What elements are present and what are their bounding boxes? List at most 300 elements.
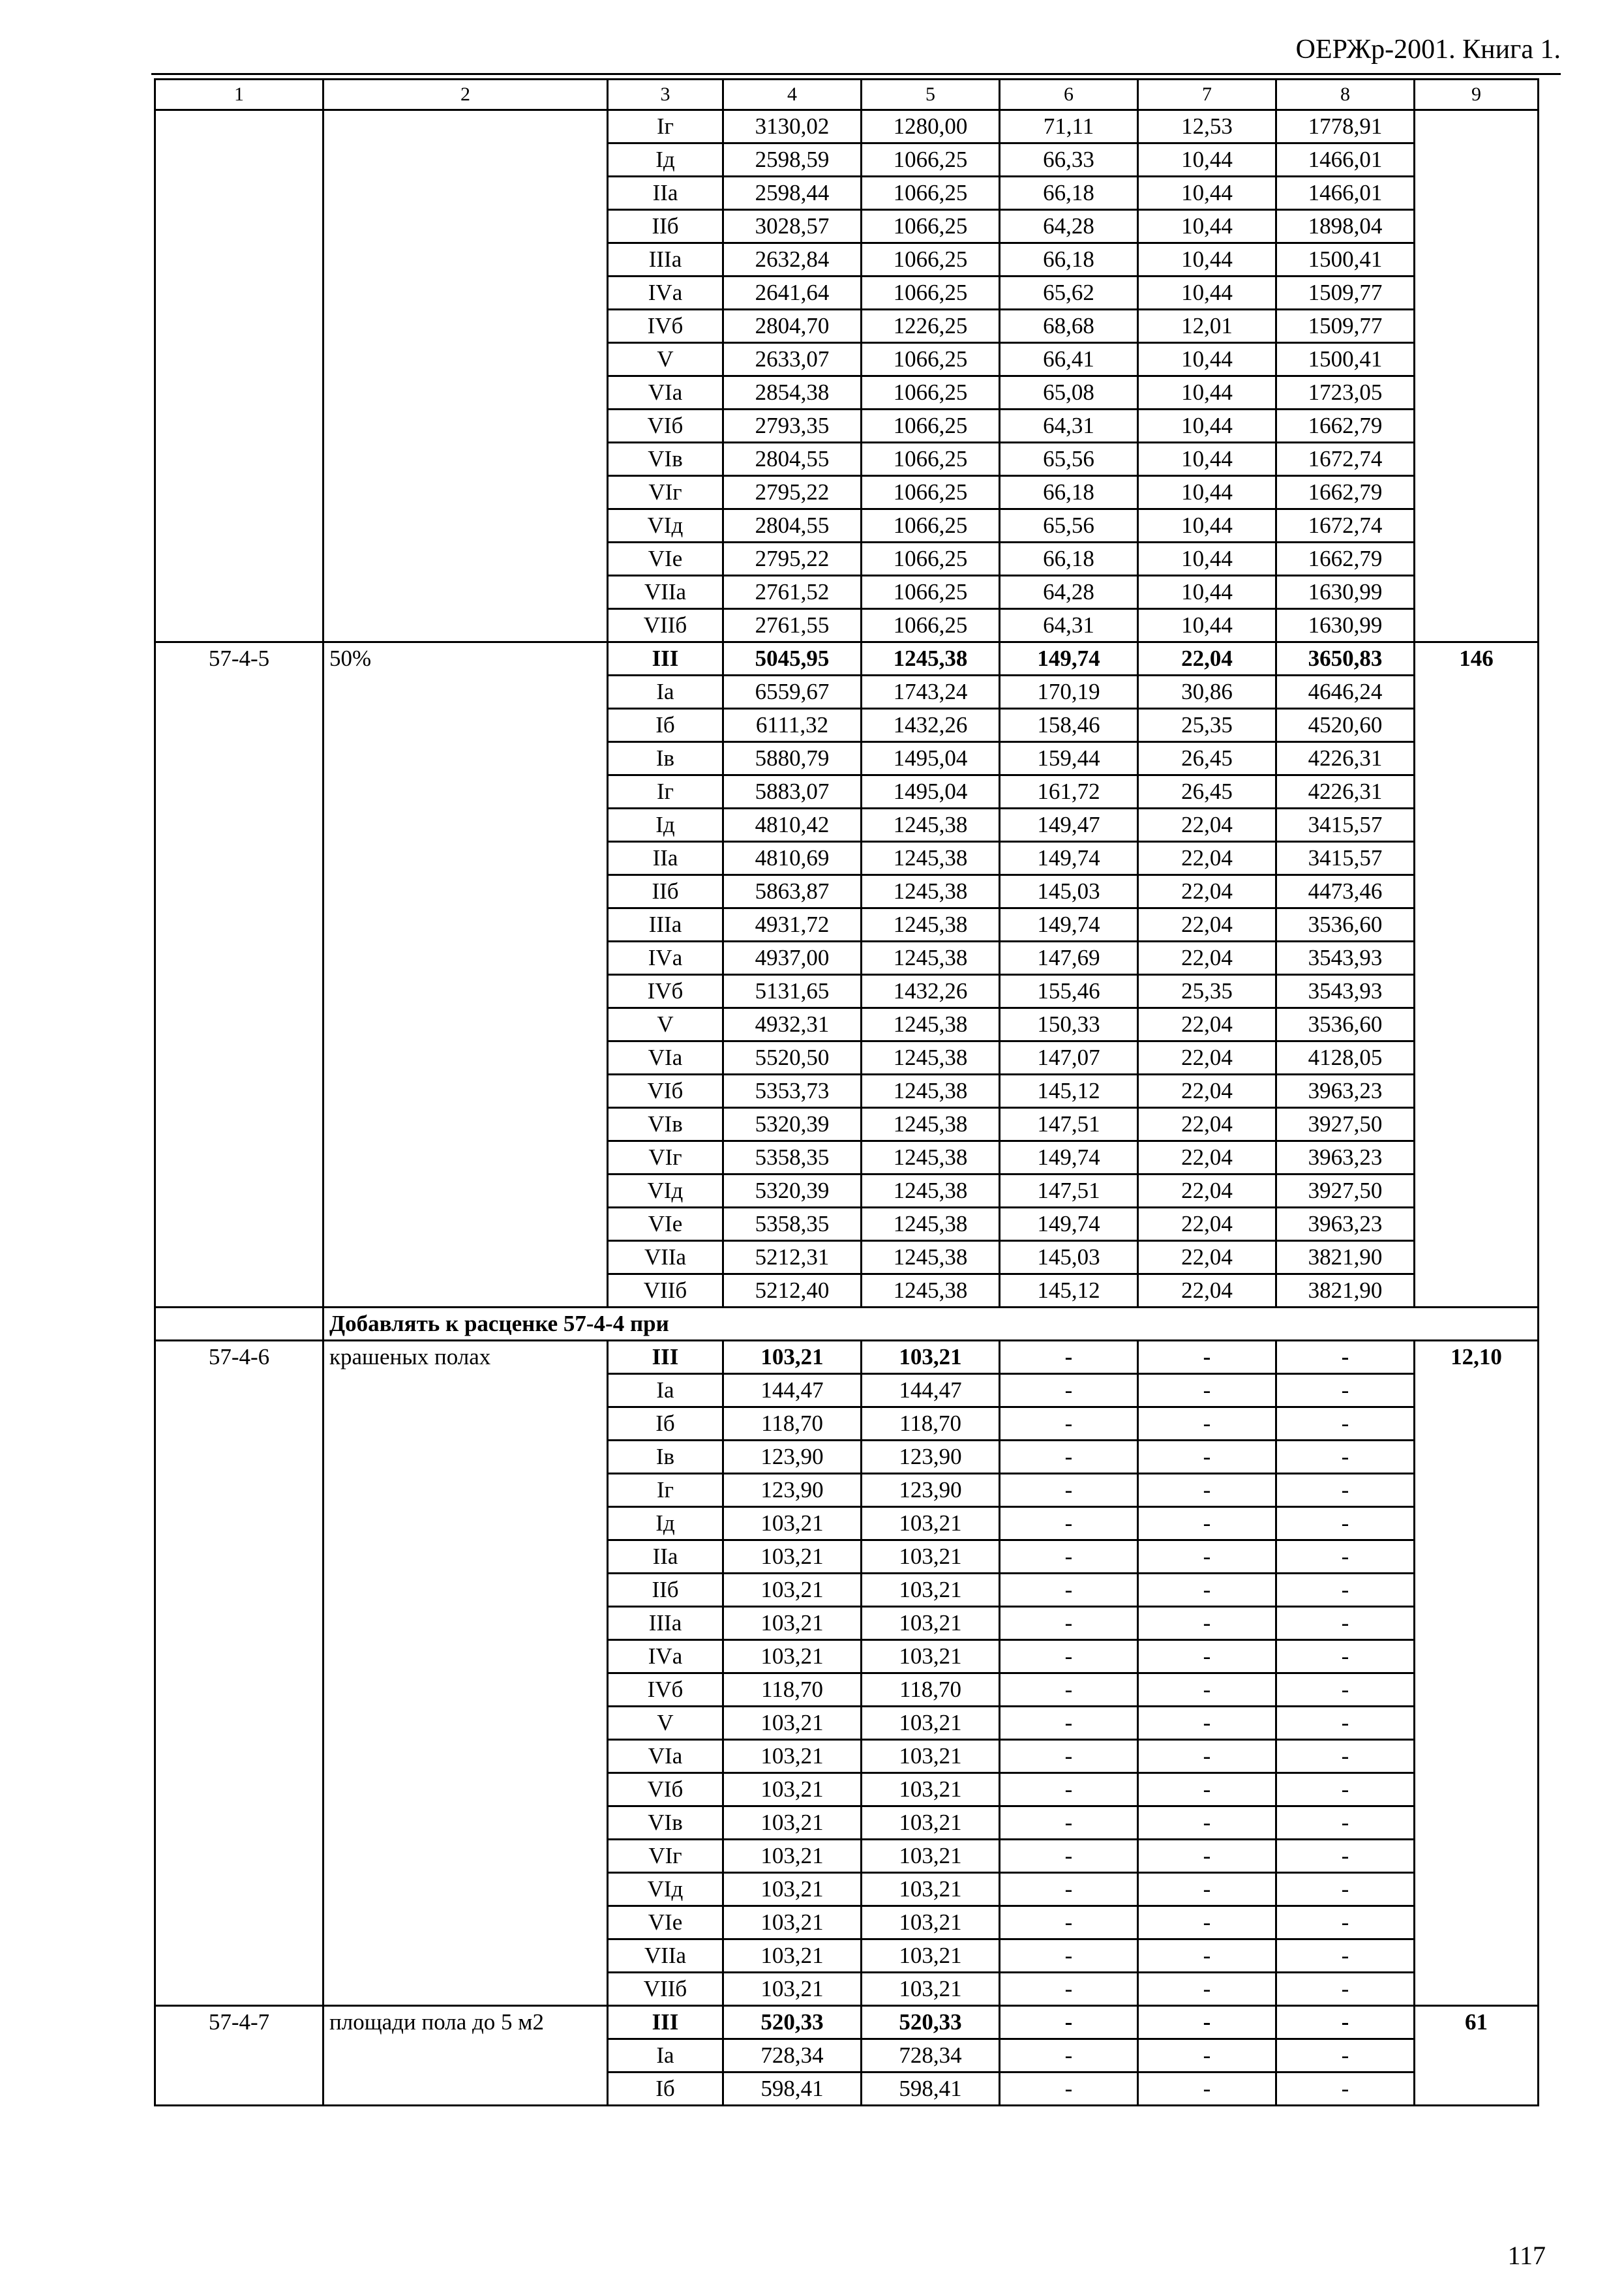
- category-cell: IVа: [608, 1640, 723, 1673]
- value-cell: 147,51: [1000, 1108, 1138, 1141]
- value-cell: -: [1276, 1507, 1415, 1540]
- value-cell: 103,21: [862, 1840, 1000, 1873]
- value-cell: 4810,69: [723, 842, 862, 875]
- value-cell: 103,21: [862, 1574, 1000, 1607]
- value-cell: 118,70: [723, 1407, 862, 1441]
- value-cell: 1226,25: [862, 310, 1000, 343]
- value-cell: 103,21: [862, 1607, 1000, 1640]
- value-cell: 1245,38: [862, 1141, 1000, 1174]
- value-cell: -: [1000, 1474, 1138, 1507]
- category-cell: VIд: [608, 1873, 723, 1906]
- category-cell: IVб: [608, 975, 723, 1008]
- category-cell: VIIб: [608, 1973, 723, 2006]
- value-cell: 1066,25: [862, 143, 1000, 177]
- category-cell: VIе: [608, 543, 723, 576]
- value-cell: -: [1138, 2006, 1276, 2039]
- value-cell: 22,04: [1138, 642, 1276, 676]
- value-cell: 2795,22: [723, 543, 862, 576]
- category-cell: Iб: [608, 709, 723, 742]
- value-cell: 5212,31: [723, 1241, 862, 1274]
- value-cell: 10,44: [1138, 543, 1276, 576]
- value-cell: 2761,55: [723, 609, 862, 642]
- value-cell: 1066,25: [862, 609, 1000, 642]
- value-cell: 161,72: [1000, 775, 1138, 809]
- value-cell: 22,04: [1138, 1274, 1276, 1308]
- value-cell: 1245,38: [862, 1208, 1000, 1241]
- category-cell: Iд: [608, 1507, 723, 1540]
- value-cell: 103,21: [723, 1873, 862, 1906]
- value-cell: -: [1138, 1806, 1276, 1840]
- value-cell: 25,35: [1138, 709, 1276, 742]
- value-cell: 149,74: [1000, 642, 1138, 676]
- value-cell: 5520,50: [723, 1041, 862, 1075]
- value-cell: -: [1000, 1840, 1138, 1873]
- value-cell: 118,70: [862, 1407, 1000, 1441]
- value-cell: 3963,23: [1276, 1141, 1415, 1174]
- category-cell: IIа: [608, 842, 723, 875]
- table-row: [155, 2006, 1539, 2039]
- category-cell: Iб: [608, 1407, 723, 1441]
- description-cell: [323, 110, 608, 642]
- value-cell: 3927,50: [1276, 1174, 1415, 1208]
- value-cell: -: [1276, 1939, 1415, 1973]
- value-cell: 66,41: [1000, 343, 1138, 376]
- value-cell: 123,90: [723, 1441, 862, 1474]
- value-cell: 1066,25: [862, 443, 1000, 476]
- value-cell: -: [1276, 1973, 1415, 2006]
- value-cell: 5883,07: [723, 775, 862, 809]
- subheader-row: [155, 1308, 1539, 1341]
- value-cell: 103,21: [723, 1939, 862, 1973]
- rate-code: 57-4-7: [155, 2006, 323, 2106]
- value-cell: 103,21: [862, 1341, 1000, 1374]
- value-cell: 103,21: [723, 1607, 862, 1640]
- value-cell: 2641,64: [723, 277, 862, 310]
- value-cell: -: [1000, 1540, 1138, 1574]
- category-cell: IIIа: [608, 908, 723, 942]
- category-cell: IVб: [608, 310, 723, 343]
- value-cell: 66,33: [1000, 143, 1138, 177]
- value-cell: -: [1138, 1707, 1276, 1740]
- value-cell: -: [1138, 1574, 1276, 1607]
- value-cell: -: [1000, 1574, 1138, 1607]
- category-cell: Iг: [608, 110, 723, 143]
- value-cell: 65,56: [1000, 509, 1138, 543]
- value-cell: -: [1000, 1341, 1138, 1374]
- value-cell: 2793,35: [723, 410, 862, 443]
- value-cell: -: [1138, 1374, 1276, 1407]
- value-cell: 1432,26: [862, 975, 1000, 1008]
- category-cell: VIв: [608, 1806, 723, 1840]
- value-cell: 3927,50: [1276, 1108, 1415, 1141]
- value-cell: 1245,38: [862, 908, 1000, 942]
- value-cell: 147,69: [1000, 942, 1138, 975]
- value-cell: -: [1138, 2072, 1276, 2106]
- value-cell: 22,04: [1138, 1174, 1276, 1208]
- value-cell: 3415,57: [1276, 842, 1415, 875]
- value-cell: 71,11: [1000, 110, 1138, 143]
- value-cell: 5353,73: [723, 1075, 862, 1108]
- value-cell: 147,51: [1000, 1174, 1138, 1208]
- value-cell: 103,21: [862, 1773, 1000, 1806]
- value-cell: 1509,77: [1276, 277, 1415, 310]
- norm-value: 12,10: [1415, 1341, 1539, 2006]
- value-cell: 1066,25: [862, 343, 1000, 376]
- value-cell: 4226,31: [1276, 775, 1415, 809]
- value-cell: 159,44: [1000, 742, 1138, 775]
- header-rule: [151, 73, 1561, 75]
- value-cell: 66,18: [1000, 177, 1138, 210]
- value-cell: 1500,41: [1276, 243, 1415, 277]
- value-cell: 10,44: [1138, 509, 1276, 543]
- value-cell: 3028,57: [723, 210, 862, 243]
- value-cell: 6111,32: [723, 709, 862, 742]
- column-number-cell: 9: [1415, 80, 1539, 110]
- value-cell: 22,04: [1138, 1041, 1276, 1075]
- value-cell: 3821,90: [1276, 1241, 1415, 1274]
- value-cell: 1066,25: [862, 243, 1000, 277]
- value-cell: 1778,91: [1276, 110, 1415, 143]
- value-cell: 1245,38: [862, 842, 1000, 875]
- category-cell: IIа: [608, 177, 723, 210]
- value-cell: 6559,67: [723, 676, 862, 709]
- value-cell: 1245,38: [862, 875, 1000, 908]
- value-cell: 12,53: [1138, 110, 1276, 143]
- value-cell: 1245,38: [862, 1008, 1000, 1041]
- category-cell: Iа: [608, 2039, 723, 2072]
- value-cell: 2761,52: [723, 576, 862, 609]
- value-cell: 1466,01: [1276, 177, 1415, 210]
- category-cell: VIIа: [608, 1939, 723, 1973]
- value-cell: 145,12: [1000, 1075, 1138, 1108]
- value-cell: -: [1276, 1441, 1415, 1474]
- value-cell: -: [1138, 1939, 1276, 1973]
- value-cell: 1672,74: [1276, 509, 1415, 543]
- value-cell: 64,28: [1000, 210, 1138, 243]
- value-cell: 1066,25: [862, 509, 1000, 543]
- value-cell: 1245,38: [862, 942, 1000, 975]
- page-header-title: ОЕРЖр-2001. Книга 1.: [1295, 35, 1561, 65]
- column-number-cell: 8: [1276, 80, 1415, 110]
- category-cell: Iв: [608, 742, 723, 775]
- value-cell: -: [1138, 1873, 1276, 1906]
- value-cell: 3963,23: [1276, 1075, 1415, 1108]
- value-cell: 103,21: [862, 1873, 1000, 1906]
- category-cell: IIб: [608, 210, 723, 243]
- value-cell: -: [1000, 1740, 1138, 1773]
- value-cell: -: [1000, 1374, 1138, 1407]
- value-cell: 103,21: [723, 1806, 862, 1840]
- value-cell: 145,03: [1000, 875, 1138, 908]
- value-cell: -: [1138, 1673, 1276, 1707]
- value-cell: 10,44: [1138, 210, 1276, 243]
- value-cell: 1245,38: [862, 1274, 1000, 1308]
- value-cell: 1066,25: [862, 277, 1000, 310]
- value-cell: 1245,38: [862, 1241, 1000, 1274]
- value-cell: 1723,05: [1276, 376, 1415, 410]
- value-cell: 2804,70: [723, 310, 862, 343]
- category-cell: Iб: [608, 2072, 723, 2106]
- value-cell: 5880,79: [723, 742, 862, 775]
- value-cell: 2632,84: [723, 243, 862, 277]
- value-cell: 2804,55: [723, 509, 862, 543]
- value-cell: -: [1000, 1939, 1138, 1973]
- norm-value: 146: [1415, 642, 1539, 1308]
- column-number-cell: 2: [323, 80, 608, 110]
- norm-cell: [1415, 110, 1539, 642]
- value-cell: 1509,77: [1276, 310, 1415, 343]
- value-cell: -: [1000, 1441, 1138, 1474]
- value-cell: 5045,95: [723, 642, 862, 676]
- value-cell: 25,35: [1138, 975, 1276, 1008]
- value-cell: 4226,31: [1276, 742, 1415, 775]
- value-cell: 1662,79: [1276, 410, 1415, 443]
- rates-table: [154, 78, 1539, 2106]
- rate-code: 57-4-5: [155, 642, 323, 1308]
- value-cell: 103,21: [723, 1773, 862, 1806]
- value-cell: 1280,00: [862, 110, 1000, 143]
- value-cell: 103,21: [723, 1840, 862, 1873]
- category-cell: IIб: [608, 1574, 723, 1607]
- category-cell: IIIа: [608, 1607, 723, 1640]
- value-cell: 118,70: [723, 1673, 862, 1707]
- value-cell: 22,04: [1138, 1008, 1276, 1041]
- value-cell: 144,47: [862, 1374, 1000, 1407]
- category-cell: Iд: [608, 809, 723, 842]
- value-cell: 5212,40: [723, 1274, 862, 1308]
- table-row: [155, 1341, 1539, 1374]
- value-cell: 10,44: [1138, 243, 1276, 277]
- value-cell: -: [1000, 1407, 1138, 1441]
- value-cell: 22,04: [1138, 875, 1276, 908]
- value-cell: 2633,07: [723, 343, 862, 376]
- value-cell: -: [1000, 1873, 1138, 1906]
- value-cell: 22,04: [1138, 942, 1276, 975]
- value-cell: -: [1138, 1407, 1276, 1441]
- value-cell: 5863,87: [723, 875, 862, 908]
- table-row: [155, 110, 1539, 143]
- category-cell: VIа: [608, 1041, 723, 1075]
- column-number-cell: 3: [608, 80, 723, 110]
- value-cell: 1500,41: [1276, 343, 1415, 376]
- value-cell: 103,21: [862, 1507, 1000, 1540]
- category-cell: VIг: [608, 1141, 723, 1174]
- value-cell: 155,46: [1000, 975, 1138, 1008]
- value-cell: 65,62: [1000, 277, 1138, 310]
- value-cell: 149,47: [1000, 809, 1138, 842]
- value-cell: 103,21: [723, 1574, 862, 1607]
- value-cell: 10,44: [1138, 177, 1276, 210]
- value-cell: 149,74: [1000, 842, 1138, 875]
- value-cell: -: [1000, 1707, 1138, 1740]
- value-cell: 103,21: [723, 1973, 862, 2006]
- value-cell: 103,21: [862, 1540, 1000, 1574]
- column-number-row: [155, 80, 1539, 110]
- value-cell: -: [1276, 1374, 1415, 1407]
- value-cell: 1495,04: [862, 775, 1000, 809]
- value-cell: 1495,04: [862, 742, 1000, 775]
- category-cell: IIб: [608, 875, 723, 908]
- category-cell: Iа: [608, 1374, 723, 1407]
- value-cell: 2598,44: [723, 177, 862, 210]
- category-cell: VIа: [608, 1740, 723, 1773]
- value-cell: -: [1138, 1607, 1276, 1640]
- subheader-text: Добавлять к расценке 57-4-4 при: [323, 1308, 1539, 1341]
- category-cell: VIб: [608, 1075, 723, 1108]
- value-cell: 22,04: [1138, 809, 1276, 842]
- category-cell: VIб: [608, 1773, 723, 1806]
- value-cell: 22,04: [1138, 1075, 1276, 1108]
- value-cell: -: [1276, 1840, 1415, 1873]
- value-cell: 10,44: [1138, 376, 1276, 410]
- value-cell: 1066,25: [862, 376, 1000, 410]
- value-cell: 103,21: [723, 1341, 862, 1374]
- category-cell: VIIб: [608, 1274, 723, 1308]
- category-cell: IIа: [608, 1540, 723, 1574]
- value-cell: 3821,90: [1276, 1274, 1415, 1308]
- value-cell: 1672,74: [1276, 443, 1415, 476]
- table-row: [155, 642, 1539, 676]
- value-cell: 4646,24: [1276, 676, 1415, 709]
- value-cell: -: [1138, 1840, 1276, 1873]
- value-cell: 22,04: [1138, 1108, 1276, 1141]
- category-cell: III: [608, 642, 723, 676]
- value-cell: 10,44: [1138, 277, 1276, 310]
- category-cell: IVа: [608, 277, 723, 310]
- value-cell: 728,34: [862, 2039, 1000, 2072]
- value-cell: 103,21: [862, 1640, 1000, 1673]
- value-cell: -: [1276, 1707, 1415, 1740]
- value-cell: -: [1000, 1773, 1138, 1806]
- value-cell: -: [1000, 1906, 1138, 1939]
- value-cell: 5320,39: [723, 1108, 862, 1141]
- value-cell: 728,34: [723, 2039, 862, 2072]
- value-cell: -: [1276, 1474, 1415, 1507]
- value-cell: 64,28: [1000, 576, 1138, 609]
- value-cell: 103,21: [862, 1740, 1000, 1773]
- value-cell: -: [1000, 2072, 1138, 2106]
- value-cell: 123,90: [723, 1474, 862, 1507]
- value-cell: -: [1138, 1507, 1276, 1540]
- value-cell: 2804,55: [723, 443, 862, 476]
- value-cell: 10,44: [1138, 143, 1276, 177]
- value-cell: 64,31: [1000, 410, 1138, 443]
- value-cell: -: [1000, 1640, 1138, 1673]
- category-cell: VIе: [608, 1208, 723, 1241]
- value-cell: 103,21: [862, 1939, 1000, 1973]
- value-cell: 3536,60: [1276, 908, 1415, 942]
- category-cell: V: [608, 1008, 723, 1041]
- category-cell: VIд: [608, 1174, 723, 1208]
- category-cell: Iв: [608, 1441, 723, 1474]
- value-cell: 149,74: [1000, 908, 1138, 942]
- subheader-spacer: [155, 1308, 323, 1341]
- value-cell: 22,04: [1138, 908, 1276, 942]
- value-cell: -: [1276, 2072, 1415, 2106]
- value-cell: 10,44: [1138, 343, 1276, 376]
- value-cell: 4520,60: [1276, 709, 1415, 742]
- value-cell: 103,21: [723, 1540, 862, 1574]
- value-cell: 520,33: [862, 2006, 1000, 2039]
- code-cell: [155, 110, 323, 642]
- value-cell: -: [1138, 1441, 1276, 1474]
- category-cell: III: [608, 1341, 723, 1374]
- value-cell: 1630,99: [1276, 609, 1415, 642]
- value-cell: -: [1138, 1474, 1276, 1507]
- value-cell: -: [1276, 2039, 1415, 2072]
- value-cell: 66,18: [1000, 543, 1138, 576]
- value-cell: 2795,22: [723, 476, 862, 509]
- value-cell: 3543,93: [1276, 975, 1415, 1008]
- value-cell: 64,31: [1000, 609, 1138, 642]
- category-cell: V: [608, 1707, 723, 1740]
- value-cell: 1662,79: [1276, 543, 1415, 576]
- value-cell: -: [1276, 1873, 1415, 1906]
- rate-code: 57-4-6: [155, 1341, 323, 2006]
- value-cell: 103,21: [723, 1707, 862, 1740]
- category-cell: VIIб: [608, 609, 723, 642]
- value-cell: -: [1276, 1773, 1415, 1806]
- value-cell: 10,44: [1138, 410, 1276, 443]
- value-cell: 10,44: [1138, 576, 1276, 609]
- category-cell: Iд: [608, 143, 723, 177]
- value-cell: 1662,79: [1276, 476, 1415, 509]
- value-cell: 158,46: [1000, 709, 1138, 742]
- norm-value: 61: [1415, 2006, 1539, 2106]
- value-cell: 3415,57: [1276, 809, 1415, 842]
- value-cell: -: [1276, 1673, 1415, 1707]
- value-cell: -: [1000, 1507, 1138, 1540]
- value-cell: 3963,23: [1276, 1208, 1415, 1241]
- value-cell: 10,44: [1138, 443, 1276, 476]
- value-cell: 4128,05: [1276, 1041, 1415, 1075]
- value-cell: 103,21: [723, 1640, 862, 1673]
- value-cell: -: [1276, 1740, 1415, 1773]
- value-cell: 1066,25: [862, 476, 1000, 509]
- value-cell: 4810,42: [723, 809, 862, 842]
- value-cell: 103,21: [862, 1973, 1000, 2006]
- value-cell: -: [1276, 1607, 1415, 1640]
- category-cell: VIв: [608, 443, 723, 476]
- value-cell: -: [1138, 2039, 1276, 2072]
- category-cell: VIIа: [608, 1241, 723, 1274]
- value-cell: 1066,25: [862, 410, 1000, 443]
- value-cell: 30,86: [1138, 676, 1276, 709]
- category-cell: VIIа: [608, 576, 723, 609]
- value-cell: 1743,24: [862, 676, 1000, 709]
- value-cell: 150,33: [1000, 1008, 1138, 1041]
- value-cell: 1898,04: [1276, 210, 1415, 243]
- value-cell: 144,47: [723, 1374, 862, 1407]
- rate-description: крашеных полах: [323, 1341, 608, 2006]
- value-cell: 103,21: [723, 1507, 862, 1540]
- value-cell: 5358,35: [723, 1208, 862, 1241]
- value-cell: -: [1000, 1806, 1138, 1840]
- value-cell: -: [1276, 1407, 1415, 1441]
- column-number-cell: 5: [862, 80, 1000, 110]
- column-number-cell: 6: [1000, 80, 1138, 110]
- value-cell: 1245,38: [862, 1174, 1000, 1208]
- value-cell: -: [1138, 1973, 1276, 2006]
- value-cell: 5358,35: [723, 1141, 862, 1174]
- value-cell: 1066,25: [862, 177, 1000, 210]
- value-cell: 598,41: [723, 2072, 862, 2106]
- value-cell: 1066,25: [862, 576, 1000, 609]
- category-cell: Iг: [608, 775, 723, 809]
- value-cell: 26,45: [1138, 775, 1276, 809]
- value-cell: -: [1138, 1540, 1276, 1574]
- column-number-cell: 4: [723, 80, 862, 110]
